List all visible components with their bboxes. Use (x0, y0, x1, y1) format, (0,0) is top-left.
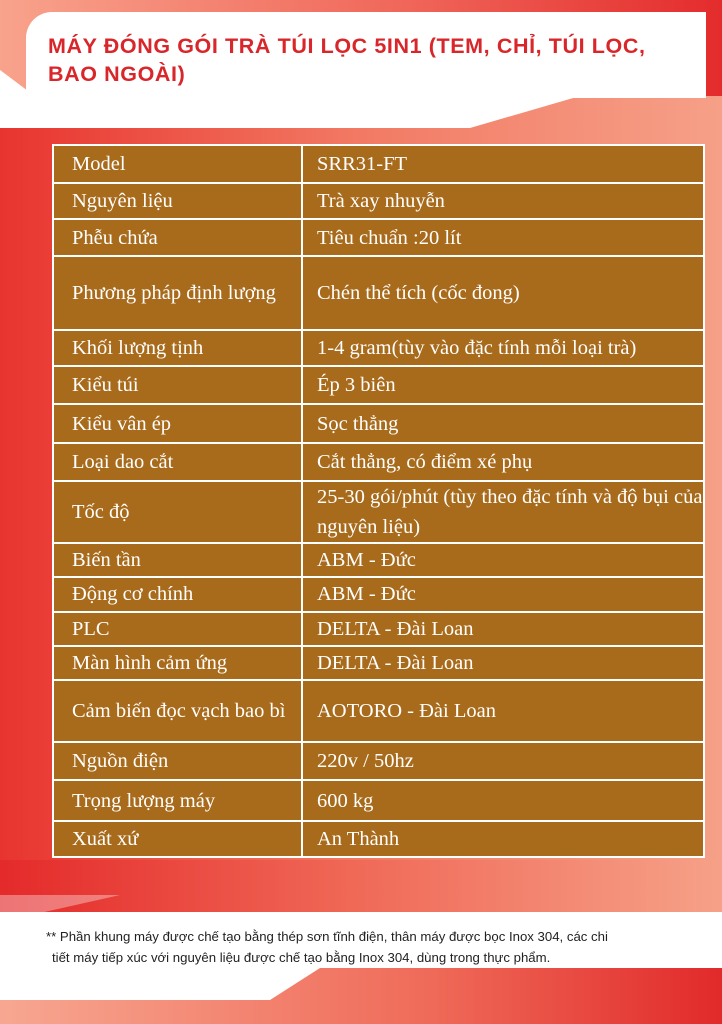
table-row (53, 330, 704, 366)
spec-label: Phễu chứa (53, 219, 302, 255)
table-row (53, 256, 704, 330)
spec-label: Động cơ chính (53, 577, 302, 611)
spec-label: Phương pháp định lượng (53, 256, 302, 330)
spec-value: Cắt thẳng, có điểm xé phụ (302, 443, 704, 481)
spec-value: Chén thể tích (cốc đong) (302, 256, 704, 330)
spec-value: An Thành (302, 821, 704, 857)
lower-band (0, 860, 722, 912)
spec-value: Tiêu chuẩn :20 lít (302, 219, 704, 255)
spec-label: Tốc độ (53, 481, 302, 543)
table-row (53, 404, 704, 442)
spec-label: Kiểu túi (53, 366, 302, 404)
page-title-line-1: MÁY ĐÓNG GÓI TRÀ TÚI LỌC 5IN1 (TEM, CHỈ, TÚI LỌC, (48, 34, 646, 58)
spec-value: Sọc thẳng (302, 404, 704, 442)
spec-label: Loại dao cắt (53, 443, 302, 481)
spec-label: PLC (53, 612, 302, 646)
table-row (53, 481, 704, 543)
spec-value: SRR31-FT (302, 145, 704, 183)
spec-value: 220v / 50hz (302, 742, 704, 780)
table-row (53, 443, 704, 481)
spec-value: AOTORO - Đài Loan (302, 680, 704, 742)
spec-label: Trọng lượng máy (53, 780, 302, 820)
page-title-line-2: BAO NGOÀI) (48, 62, 186, 86)
spec-label: Kiểu vân ép (53, 404, 302, 442)
spec-label: Nguồn điện (53, 742, 302, 780)
spec-label: Nguyên liệu (53, 183, 302, 219)
footnote (46, 926, 710, 968)
spec-value: 25-30 gói/phút (tùy theo đặc tính và độ bụi của nguyên liệu) (302, 481, 704, 543)
bottom-white-cut (0, 968, 320, 1000)
spec-value: DELTA - Đài Loan (302, 612, 704, 646)
table-row (53, 612, 704, 646)
spec-value: Ép 3 biên (302, 366, 704, 404)
table-row (53, 543, 704, 577)
table-row (53, 821, 704, 857)
spec-value: 1-4 gram(tùy vào đặc tính mỗi loại trà) (302, 330, 704, 366)
spec-label: Biến tần (53, 543, 302, 577)
spec-value: ABM - Đức (302, 577, 704, 611)
spec-label: Khối lượng tịnh (53, 330, 302, 366)
footnote-line-2: tiết máy tiếp xúc với nguyên liệu được chế tạo bằng Inox 304, dùng trong thực phẩm. (52, 950, 551, 965)
table-row (53, 742, 704, 780)
spec-table (52, 144, 705, 858)
table-row (53, 219, 704, 255)
table-row (53, 646, 704, 680)
page-title (48, 32, 698, 88)
spec-value: 600 kg (302, 780, 704, 820)
spec-label: Màn hình cảm ứng (53, 646, 302, 680)
spec-label: Cảm biến đọc vạch bao bì (53, 680, 302, 742)
spec-label: Model (53, 145, 302, 183)
table-row (53, 145, 704, 183)
spec-value: ABM - Đức (302, 543, 704, 577)
table-row (53, 366, 704, 404)
spec-value: Trà xay nhuyễn (302, 183, 704, 219)
table-row (53, 577, 704, 611)
table-row (53, 680, 704, 742)
spec-label: Xuất xứ (53, 821, 302, 857)
table-row (53, 183, 704, 219)
table-row (53, 780, 704, 820)
spec-value: DELTA - Đài Loan (302, 646, 704, 680)
footnote-line-1: ** Phần khung máy được chế tạo bằng thép sơn tĩnh điện, thân máy được bọc Inox 304, các chi (46, 929, 608, 944)
